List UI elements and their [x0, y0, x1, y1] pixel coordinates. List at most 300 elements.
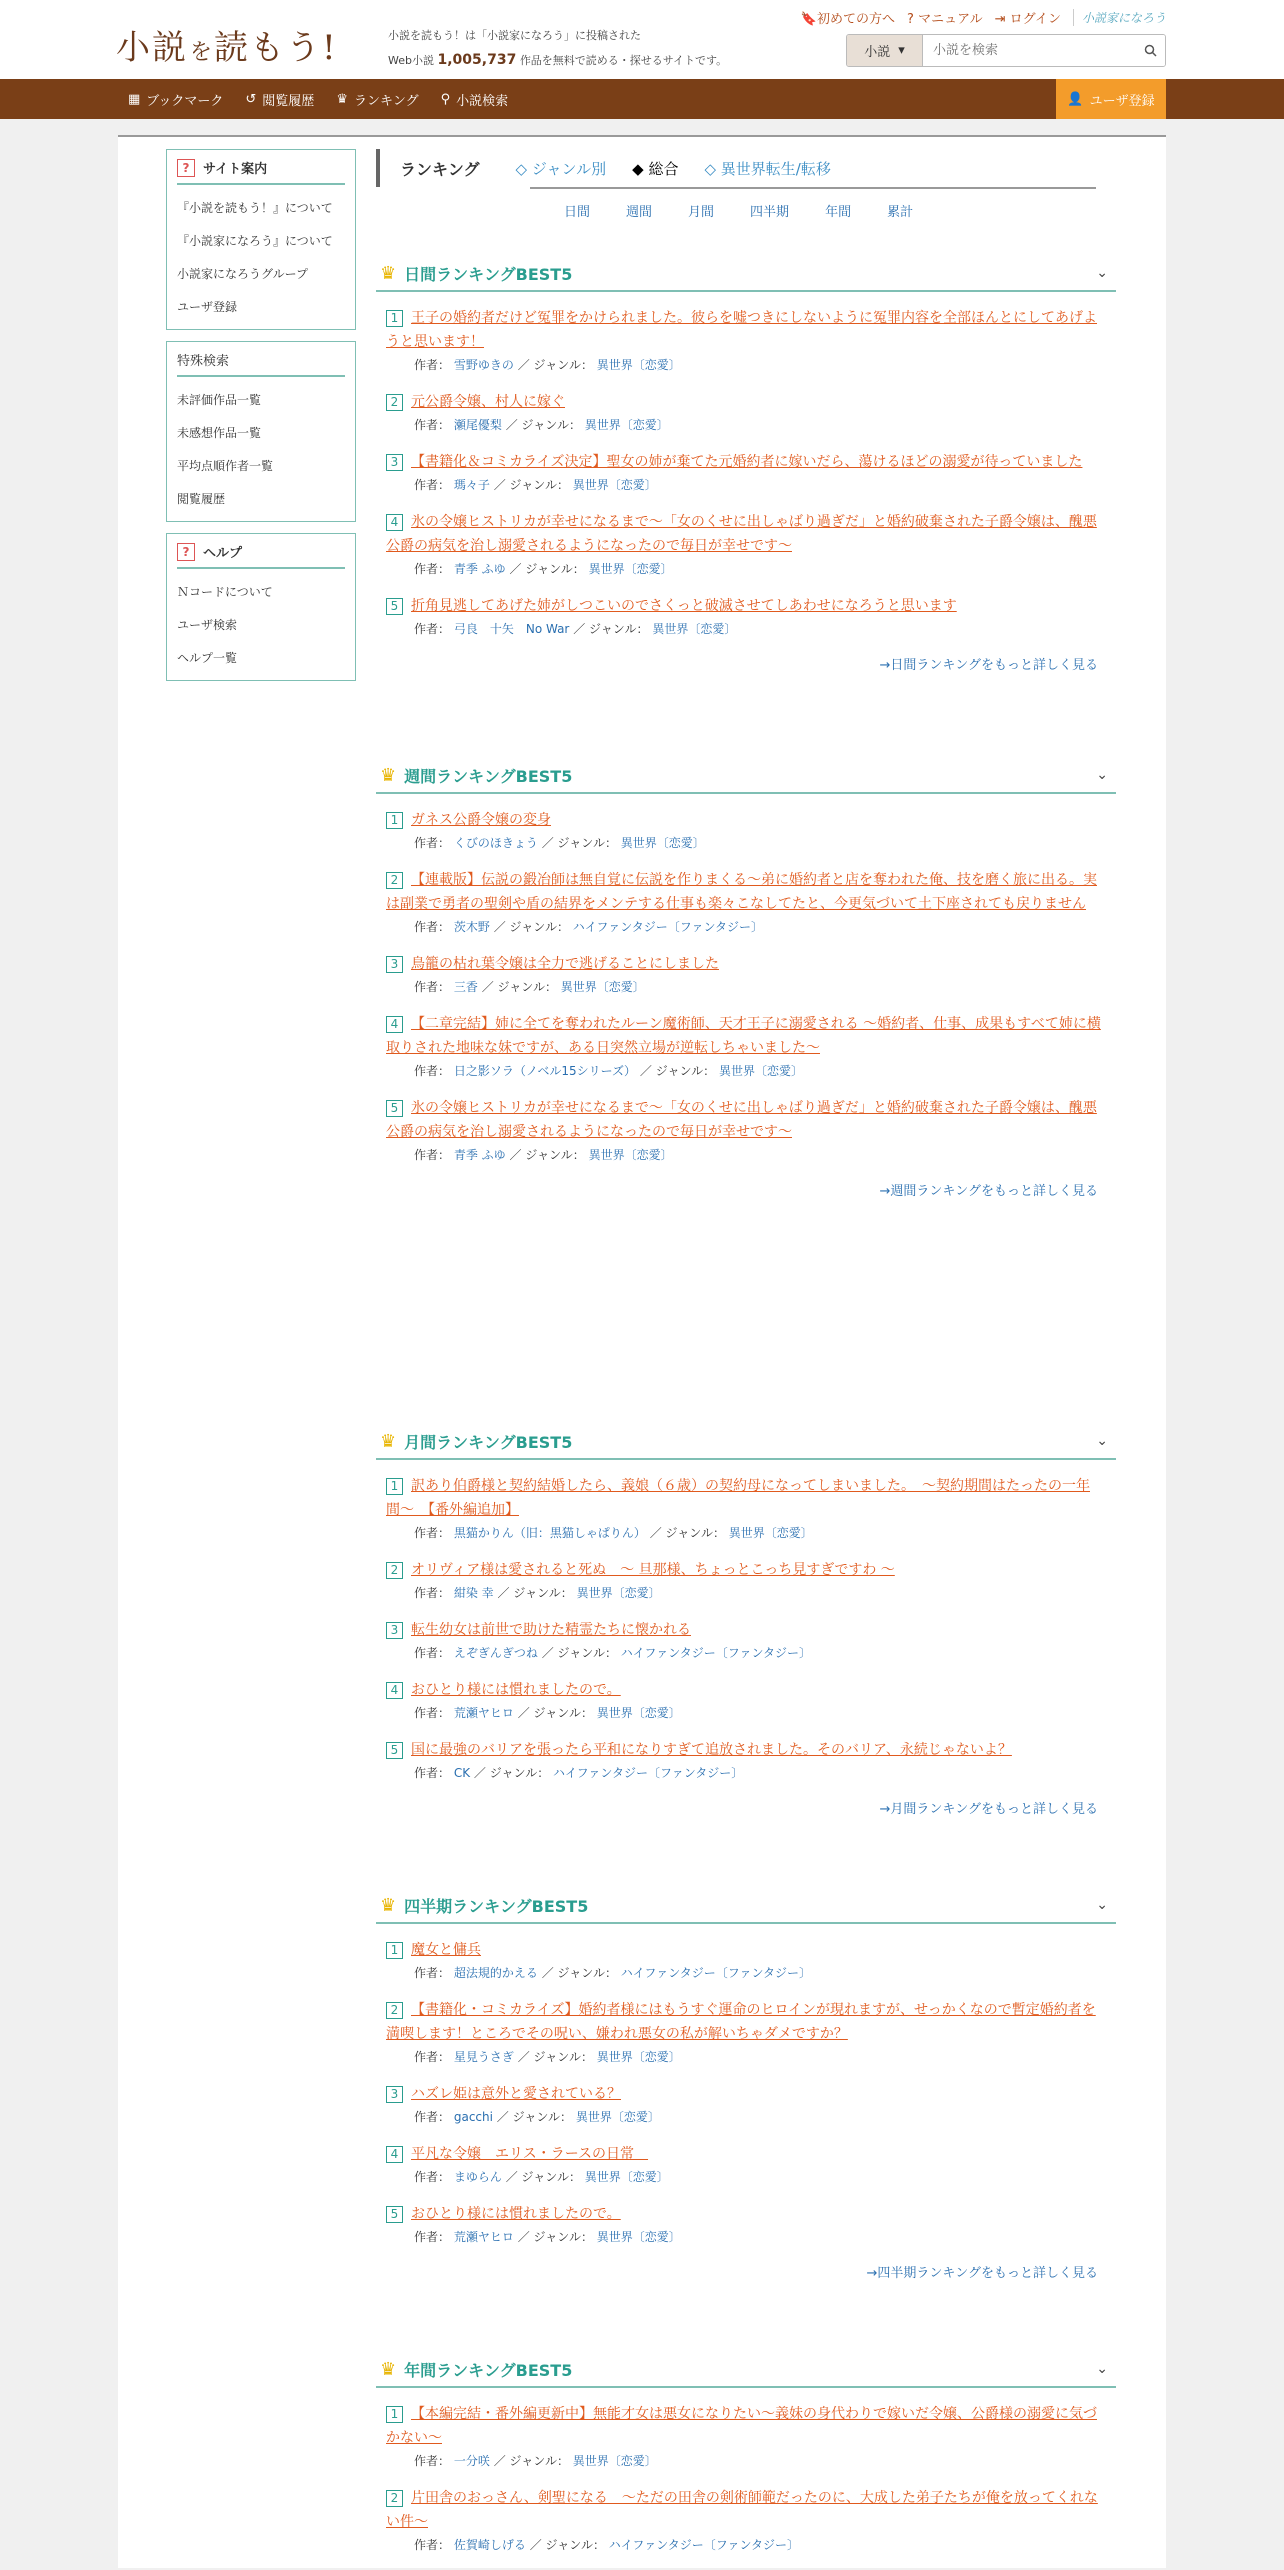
period-quarterly[interactable]: 四半期	[750, 205, 790, 220]
author-label: 作者：	[414, 1766, 451, 1780]
crown-icon: ♛	[380, 262, 397, 284]
author-label: 作者：	[414, 2050, 451, 2064]
rank-badge: 3	[386, 2086, 403, 2103]
genre-link[interactable]: 異世界〔恋愛〕	[596, 358, 681, 372]
novel-title-line	[386, 450, 1106, 474]
register-label: ユーザ登録	[1089, 93, 1155, 109]
author-link[interactable]: 佐賀崎しげる	[453, 2538, 526, 2552]
novel-meta	[386, 474, 1106, 496]
author-link[interactable]: gacchi	[453, 2110, 493, 2124]
header-links	[801, 8, 1166, 27]
genre-link[interactable]: 異世界〔恋愛〕	[620, 836, 705, 850]
genre-label: ／ ジャンル：	[517, 358, 593, 372]
novel-meta	[386, 1582, 1106, 1604]
rank-badge: 2	[386, 872, 403, 889]
chevron-down-icon[interactable]: ⌄	[1096, 1897, 1108, 1913]
ranking-entry	[386, 450, 1106, 496]
author-link[interactable]: 超法規的かえる	[453, 1966, 538, 1980]
ranking-entry	[386, 1938, 1106, 1984]
novel-meta	[386, 354, 1106, 376]
novel-title-link[interactable]: 【二章完結】姉に全てを奪われたルーン魔術師、天才王子に溺愛される ～婚約者、仕事、成果もすべて姉に横取りされた地味な妹ですが、ある日突然立場が逆転しちゃいました～	[386, 1016, 1101, 1056]
nav-bookmark[interactable]	[128, 90, 223, 109]
ranking-entry	[386, 1738, 1106, 1784]
sidebar-link[interactable]: ユーザ検索	[177, 618, 238, 632]
ranking-entry	[386, 1558, 1106, 1604]
ranking-entry	[386, 1678, 1106, 1724]
author-label: 作者：	[414, 1646, 451, 1660]
period-links	[376, 201, 1116, 220]
genre-link[interactable]: 異世界〔恋愛〕	[588, 1148, 673, 1162]
rank-badge: 1	[386, 310, 403, 327]
rank-badge: 5	[386, 1742, 403, 1759]
sidebar-link[interactable]: 未感想作品一覧	[177, 426, 262, 440]
author-link[interactable]: 荒瀬ヤヒロ	[453, 1706, 514, 1720]
section-title	[380, 1430, 572, 1453]
rank-badge: 5	[386, 2206, 403, 2223]
novel-meta	[386, 558, 1106, 580]
genre-label: ／ ジャンル：	[639, 1064, 716, 1078]
tab-isekai[interactable]: ◇ 異世界転生/転移	[704, 159, 831, 178]
genre-label: ／ ジャンル：	[529, 2538, 605, 2552]
chevron-down-icon[interactable]: ⌄	[1096, 2361, 1108, 2377]
sidebar-link[interactable]: ヘルプ一覧	[177, 651, 238, 665]
more-ranking-link[interactable]: →月間ランキングをもっと詳しく見る	[879, 1802, 1098, 1817]
section-header[interactable]	[376, 1888, 1116, 1924]
novel-title-line	[386, 2202, 1106, 2226]
novel-title-link[interactable]: 訳あり伯爵様と契約結婚したら、義娘（６歳）の契約母になってしまいました。 〜契約期間はたったの一年間〜 【番外編追加】	[386, 1478, 1090, 1518]
genre-link[interactable]: ハイファンタジー〔ファンタジー〕	[620, 1966, 811, 1980]
entry-list	[376, 1924, 1116, 2248]
genre-label: ／ ジャンル：	[517, 2230, 593, 2244]
author-link[interactable]: CK	[453, 1766, 471, 1780]
author-link[interactable]: 黒猫かりん（旧：黒猫しゃぱりん）	[453, 1526, 646, 1540]
genre-link[interactable]: 異世界〔恋愛〕	[572, 478, 657, 492]
rank-badge: 3	[386, 454, 403, 471]
ranking-tabs	[376, 149, 1116, 187]
novel-meta	[386, 1962, 1106, 1984]
nav-history[interactable]	[245, 90, 314, 109]
genre-link[interactable]: 異世界〔恋愛〕	[652, 622, 737, 636]
ranking-entry	[386, 1998, 1106, 2068]
list-icon: ▦	[128, 91, 141, 107]
search-input[interactable]	[923, 35, 1135, 66]
rank-badge: 1	[386, 812, 403, 829]
nav-ranking-label: ランキング	[353, 93, 419, 109]
ranking-entry	[386, 808, 1106, 854]
chevron-down-icon[interactable]: ⌄	[1096, 1433, 1108, 1449]
tagline-line2	[388, 48, 727, 73]
first-visit-label: 初めての方へ	[817, 12, 896, 27]
ranking-entry	[386, 2202, 1106, 2248]
novel-title-line	[386, 868, 1106, 916]
search-icon	[1144, 44, 1157, 57]
search-bar	[846, 34, 1166, 67]
novel-title-link[interactable]: 【書籍化＆コミカライズ決定】聖女の姉が棄てた元婚約者に嫁いだら、蕩けるほどの溺愛が待っていました	[411, 454, 1083, 470]
rank-badge: 2	[386, 394, 403, 411]
section-title	[380, 1894, 588, 1917]
search-type-select[interactable]	[847, 35, 923, 66]
help-title	[177, 542, 345, 569]
novel-meta	[386, 1762, 1106, 1784]
novel-title-link[interactable]: ガネス公爵令嬢の変身	[411, 812, 551, 828]
rank-badge: 2	[386, 2490, 403, 2507]
author-label: 作者：	[414, 562, 451, 576]
novel-title-link[interactable]: 平凡な令嬢 エリス・ラースの日常	[411, 2146, 649, 2162]
genre-label: ／ ジャンル：	[473, 1766, 550, 1780]
novel-title-line	[386, 594, 1106, 618]
sidebar-link[interactable]: ユーザ登録	[177, 300, 238, 314]
rank-badge: 1	[386, 2406, 403, 2423]
genre-link[interactable]: ハイファンタジー〔ファンタジー〕	[620, 1646, 811, 1660]
sidebar-link[interactable]: Ｎコードについて	[177, 585, 273, 599]
novel-meta	[386, 414, 1106, 436]
ranking-section	[376, 1424, 1116, 1817]
genre-link[interactable]: 異世界〔恋愛〕	[560, 980, 645, 994]
genre-label: ／ ジャンル：	[517, 2050, 593, 2064]
ranking-entry	[386, 952, 1106, 998]
author-link[interactable]: 青季 ふゆ	[453, 1148, 506, 1162]
rank-badge: 3	[386, 956, 403, 973]
genre-link[interactable]: ハイファンタジー〔ファンタジー〕	[553, 1766, 744, 1780]
entry-list	[376, 1460, 1116, 1784]
ranking-entry	[386, 2486, 1106, 2556]
chevron-down-icon[interactable]: ⌄	[1096, 265, 1108, 281]
special-search-title: 特殊検索	[177, 350, 345, 377]
author-label: 作者：	[414, 980, 451, 994]
ranking-section	[376, 2352, 1116, 2570]
ranking-label: ランキング	[400, 159, 480, 179]
author-label: 作者：	[414, 622, 451, 636]
author-label: 作者：	[414, 2110, 451, 2124]
ranking-entry	[386, 1096, 1106, 1166]
rank-badge: 4	[386, 2146, 403, 2163]
author-label: 作者：	[414, 418, 451, 432]
novel-count: 1,005,737	[437, 52, 517, 68]
novel-title-line	[386, 1474, 1106, 1522]
novel-title-link[interactable]: 氷の令嬢ヒストリカが幸せになるまで〜「女のくせに出しゃばり過ぎだ」と婚約破棄された子爵令嬢は、醜悪公爵の病気を治し溺愛されるようになったので毎日が幸せです〜	[386, 1100, 1097, 1140]
author-label: 作者：	[414, 2538, 451, 2552]
novel-meta	[386, 916, 1106, 938]
novel-meta	[386, 618, 1106, 640]
manual-link[interactable]	[907, 8, 983, 27]
rank-badge: 3	[386, 1622, 403, 1639]
more-ranking-link[interactable]: →週間ランキングをもっと詳しく見る	[879, 1184, 1098, 1199]
author-link[interactable]: 瑪々子	[453, 478, 490, 492]
author-link[interactable]: くびのほきょう	[453, 836, 538, 850]
genre-link[interactable]: 異世界〔恋愛〕	[718, 1064, 803, 1078]
genre-label: ／ ジャンル：	[493, 478, 569, 492]
novel-meta	[386, 1702, 1106, 1724]
section-header[interactable]	[376, 256, 1116, 292]
novel-title-link[interactable]: 鳥籠の枯れ葉令嬢は全力で逃げることにしました	[411, 956, 719, 972]
rank-badge: 2	[386, 1562, 403, 1579]
genre-link[interactable]: 異世界〔恋愛〕	[596, 1706, 681, 1720]
author-label: 作者：	[414, 920, 451, 934]
main-nav	[0, 79, 1284, 119]
genre-link[interactable]: 異世界〔恋愛〕	[596, 2050, 681, 2064]
novel-title-line	[386, 808, 1106, 832]
novel-meta	[386, 832, 1106, 854]
novel-title-link[interactable]: 片田舎のおっさん、剣聖になる ～ただの田舎の剣術師範だったのに、大成した弟子たちが俺を放ってくれない件～	[386, 2490, 1098, 2530]
sidebar-link[interactable]: 『小説を読もう！』について	[177, 201, 333, 215]
novel-title-line	[386, 390, 1106, 414]
novel-title-link[interactable]: 折角見逃してあげた姉がしつこいのでさくっと破滅させてしあわせになろうと思います	[411, 598, 957, 614]
novel-title-line	[386, 1998, 1106, 2046]
novel-title-line	[386, 1618, 1106, 1642]
user-icon: 👤	[1067, 91, 1084, 107]
chevron-down-icon[interactable]: ⌄	[1096, 767, 1108, 783]
genre-link[interactable]: 異世界〔恋愛〕	[576, 1586, 661, 1600]
genre-link[interactable]: 異世界〔恋愛〕	[596, 2230, 681, 2244]
search-type-value: 小説	[864, 45, 891, 60]
novel-title-line	[386, 952, 1106, 976]
nav-ranking[interactable]	[336, 90, 418, 109]
question-icon: ?	[177, 159, 195, 177]
author-link[interactable]: 日之影ソラ（ノベル15シリーズ）	[453, 1064, 637, 1078]
rank-badge: 4	[386, 1682, 403, 1699]
login-link[interactable]	[995, 8, 1061, 27]
rank-badge: 5	[386, 598, 403, 615]
nav-search[interactable]	[441, 90, 509, 109]
genre-link[interactable]: 異世界〔恋愛〕	[584, 418, 669, 432]
main-content	[376, 149, 1116, 2552]
sidebar-link[interactable]: 『小説家になろう』について	[177, 234, 333, 248]
genre-label: ／ ジャンル：	[649, 1526, 725, 1540]
chevron-down-icon: ▾	[898, 43, 905, 58]
novel-title-line	[386, 1012, 1106, 1060]
special-search-box	[166, 341, 356, 522]
novel-title-line	[386, 1678, 1106, 1702]
genre-link[interactable]: ハイファンタジー〔ファンタジー〕	[608, 2538, 799, 2552]
author-link[interactable]: 一分咲	[453, 2454, 490, 2468]
question-icon: ?	[177, 543, 195, 561]
sidebar-link[interactable]: 閲覧履歴	[177, 492, 226, 506]
novel-meta	[386, 2166, 1106, 2188]
novel-title-link[interactable]: 氷の令嬢ヒストリカが幸せになるまで〜「女のくせに出しゃばり過ぎだ」と婚約破棄された子爵令嬢は、醜悪公爵の病気を治し溺愛されるようになったので毎日が幸せです〜	[386, 514, 1097, 554]
author-link[interactable]: えぞぎんぎつね	[453, 1646, 538, 1660]
author-link[interactable]: 雪野ゆきの	[453, 358, 514, 372]
logo-text-main: 小説	[116, 28, 188, 68]
history-icon: ↺	[245, 91, 257, 107]
genre-link[interactable]: 異世界〔恋愛〕	[728, 1526, 813, 1540]
novel-title-link[interactable]: オリヴィア様は愛されると死ぬ ～ 旦那様、ちょっとこっち見すぎですわ ～	[411, 1562, 895, 1578]
ranking-entry	[386, 868, 1106, 938]
more-ranking-link[interactable]: →日間ランキングをもっと詳しく見る	[879, 658, 1098, 673]
author-link[interactable]: 青季 ふゆ	[453, 562, 506, 576]
genre-label: ／ ジャンル：	[497, 1586, 573, 1600]
novel-title-line	[386, 1558, 1106, 1582]
manual-label: マニュアル	[918, 12, 983, 27]
novel-title-link[interactable]: 魔女と傭兵	[411, 1942, 481, 1958]
novel-meta	[386, 1522, 1106, 1544]
site-logo[interactable]	[116, 20, 338, 69]
section-title	[380, 2358, 572, 2381]
novel-title-link[interactable]: おひとり様には慣れましたので。	[411, 1682, 621, 1698]
novel-meta	[386, 2226, 1106, 2248]
genre-label: ／ ジャンル：	[541, 1966, 617, 1980]
author-label: 作者：	[414, 358, 451, 372]
novel-title-line	[386, 2082, 1106, 2106]
ranking-entry	[386, 1474, 1106, 1544]
nav-bookmark-label: ブックマーク	[146, 93, 224, 109]
novel-title-link[interactable]: 【連載版】伝説の鍛冶師は無自覚に伝説を作りまくる～弟に婚約者と店を奪われた俺、技を磨く旅に出る。実は副業で勇者の聖剣や盾の結界をメンテする仕事も楽々こなしてたと、今更気づいて土下座されても戻りません	[386, 872, 1097, 912]
novel-meta	[386, 2106, 1106, 2128]
novel-meta	[386, 2534, 1106, 2556]
novel-title-link[interactable]: 【本編完結・番外編更新中】無能才女は悪女になりたい～義妹の身代わりで嫁いだ令嬢、公爵様の溺愛に気づかない～	[386, 2406, 1097, 2446]
author-label: 作者：	[414, 1706, 451, 1720]
tagline-line1: 小説を読もう！は「小説家になろう」に投稿された	[388, 29, 641, 42]
novel-title-link[interactable]: ハズレ姫は意外と愛されている？	[411, 2086, 621, 2102]
author-link[interactable]: 瀬尾優梨	[453, 418, 502, 432]
period-daily[interactable]: 日間	[564, 205, 591, 220]
novel-meta	[386, 2046, 1106, 2068]
novel-title-line	[386, 306, 1106, 354]
section-header[interactable]	[376, 758, 1116, 794]
more-ranking-link[interactable]: →四半期ランキングをもっと詳しく見る	[866, 2266, 1098, 2281]
novel-meta	[386, 1144, 1106, 1166]
rank-badge: 1	[386, 1478, 403, 1495]
novel-title-line	[386, 2402, 1106, 2450]
section-title-text: 週間ランキングBEST5	[404, 766, 573, 786]
genre-label: ／ ジャンル：	[493, 2454, 569, 2468]
site-header	[0, 0, 1284, 79]
ranking-entry	[386, 1618, 1106, 1664]
author-link[interactable]: 弓良 十矢 No War	[453, 622, 570, 636]
help-title-text: ヘルプ	[203, 546, 243, 561]
ranking-entry	[386, 594, 1106, 640]
genre-label: ／ ジャンル：	[509, 1148, 585, 1162]
novel-meta	[386, 2450, 1106, 2472]
novel-title-line	[386, 1938, 1106, 1962]
entry-list	[376, 292, 1116, 640]
novel-title-line	[386, 2142, 1106, 2166]
sidebar	[166, 149, 356, 692]
genre-label: ／ ジャンル：	[505, 2170, 581, 2184]
search-icon: ⚲	[440, 91, 451, 107]
section-title-text: 四半期ランキングBEST5	[404, 1896, 589, 1916]
tagline-prefix: Web小説	[388, 54, 434, 67]
site-guide-title-text: サイト案内	[203, 162, 268, 177]
logo-text-wo: を	[190, 40, 213, 65]
genre-label: ／ ジャンル：	[509, 562, 585, 576]
ranking-entry	[386, 2082, 1106, 2128]
author-label: 作者：	[414, 2170, 451, 2184]
period-weekly[interactable]: 週間	[626, 205, 653, 220]
tab-genre[interactable]: ◇ ジャンル別	[515, 159, 607, 178]
author-label: 作者：	[414, 478, 451, 492]
novel-title-link[interactable]: おひとり様には慣れましたので。	[411, 2206, 621, 2222]
author-link[interactable]: 紺染 幸	[453, 1586, 494, 1600]
site-guide-box	[166, 149, 356, 330]
author-link[interactable]: まゆらん	[453, 2170, 502, 2184]
crown-icon: ♛	[336, 91, 348, 107]
sidebar-link[interactable]: 平均点順作者一覧	[177, 459, 274, 473]
author-label: 作者：	[414, 1586, 451, 1600]
novel-title-link[interactable]: 転生幼女は前世で助けた精霊たちに懐かれる	[411, 1622, 691, 1638]
novel-meta	[386, 976, 1106, 998]
novel-meta	[386, 1060, 1106, 1082]
genre-label: ／ ジャンル：	[481, 980, 557, 994]
novel-title-link[interactable]: 元公爵令嬢、村人に嫁ぐ	[411, 394, 565, 410]
section-header[interactable]	[376, 1424, 1116, 1460]
novel-title-link[interactable]: 【書籍化・コミカライズ】婚約者様にはもうすぐ運命のヒロインが現れますが、せっかくなので暫定婚約者を満喫します！ところでその呪い、嫌われ悪女の私が解いちゃダメですか？	[386, 2002, 1096, 2042]
genre-link[interactable]: ハイファンタジー〔ファンタジー〕	[572, 920, 763, 934]
genre-link[interactable]: 異世界〔恋愛〕	[584, 2170, 669, 2184]
author-link[interactable]: 荒瀬ヤヒロ	[453, 2230, 514, 2244]
genre-label: ／ ジャンル：	[505, 418, 581, 432]
genre-link[interactable]: 異世界〔恋愛〕	[588, 562, 673, 576]
rank-badge: 5	[386, 1100, 403, 1117]
narou-logo-link[interactable]: 小説家になろう	[1073, 9, 1166, 26]
genre-label: ／ ジャンル：	[573, 622, 649, 636]
bookmark-icon: 🔖	[800, 12, 818, 27]
crown-icon: ♛	[380, 2358, 397, 2380]
rank-badge: 2	[386, 2002, 403, 2019]
author-label: 作者：	[414, 1148, 451, 1162]
author-link[interactable]: 三香	[453, 980, 478, 994]
author-label: 作者：	[414, 1526, 451, 1540]
rank-badge: 4	[386, 1016, 403, 1033]
ranking-section	[376, 256, 1116, 673]
genre-label: ／ ジャンル：	[541, 1646, 617, 1660]
section-title	[380, 262, 572, 285]
ranking-entry	[386, 2402, 1106, 2472]
nav-history-label: 閲覧履歴	[262, 93, 315, 109]
ranking-entry	[386, 390, 1106, 436]
author-label: 作者：	[414, 836, 451, 850]
nav-search-label: 小説検索	[456, 93, 509, 109]
author-label: 作者：	[414, 2454, 451, 2468]
ranking-entry	[386, 510, 1106, 580]
site-guide-title	[177, 158, 345, 185]
entry-list	[376, 794, 1116, 1166]
first-visit-link[interactable]	[801, 8, 895, 27]
section-header[interactable]	[376, 2352, 1116, 2388]
author-link[interactable]: 星見うさぎ	[453, 2050, 514, 2064]
help-circle-icon: ?	[907, 12, 914, 27]
ranking-section	[376, 1888, 1116, 2281]
tagline-suffix: 作品を無料で読める・探せるサイトです。	[519, 54, 728, 67]
sidebar-link[interactable]: 未評価作品一覧	[177, 393, 262, 407]
site-tagline	[388, 24, 727, 73]
period-yearly[interactable]: 年間	[825, 205, 852, 220]
period-cumulative[interactable]: 累計	[887, 205, 914, 220]
entry-list	[376, 2388, 1116, 2556]
search-button[interactable]	[1135, 35, 1165, 66]
novel-title-link[interactable]: 国に最強のバリアを張ったら平和になりすぎて追放されました。そのバリア、永続じゃないよ？	[411, 1742, 1012, 1758]
genre-link[interactable]: 異世界〔恋愛〕	[575, 2110, 660, 2124]
user-register-button[interactable]	[1056, 79, 1166, 119]
genre-link[interactable]: 異世界〔恋愛〕	[572, 2454, 657, 2468]
section-title-text: 日間ランキングBEST5	[404, 264, 573, 284]
novel-title-line	[386, 1096, 1106, 1144]
login-icon: ⇥	[994, 12, 1006, 27]
genre-label: ／ ジャンル：	[517, 1706, 593, 1720]
logo-text-rest: 読もう!	[214, 28, 338, 68]
period-monthly[interactable]: 月間	[688, 205, 715, 220]
help-box	[166, 533, 356, 681]
genre-label: ／ ジャンル：	[496, 2110, 573, 2124]
sidebar-link[interactable]: 小説家になろうグループ	[177, 267, 309, 281]
rank-badge: 1	[386, 1942, 403, 1959]
ranking-entry	[386, 2142, 1106, 2188]
tab-total[interactable]: ◆ 総合	[632, 159, 679, 178]
genre-label: ／ ジャンル：	[541, 836, 617, 850]
author-label: 作者：	[414, 1064, 451, 1078]
author-link[interactable]: 茨木野	[453, 920, 490, 934]
login-label: ログイン	[1009, 12, 1061, 27]
novel-title-link[interactable]: 王子の婚約者だけど冤罪をかけられました。彼らを嘘つきにしないように冤罪内容を全部ほんとにしてあげようと思います！	[386, 310, 1097, 350]
